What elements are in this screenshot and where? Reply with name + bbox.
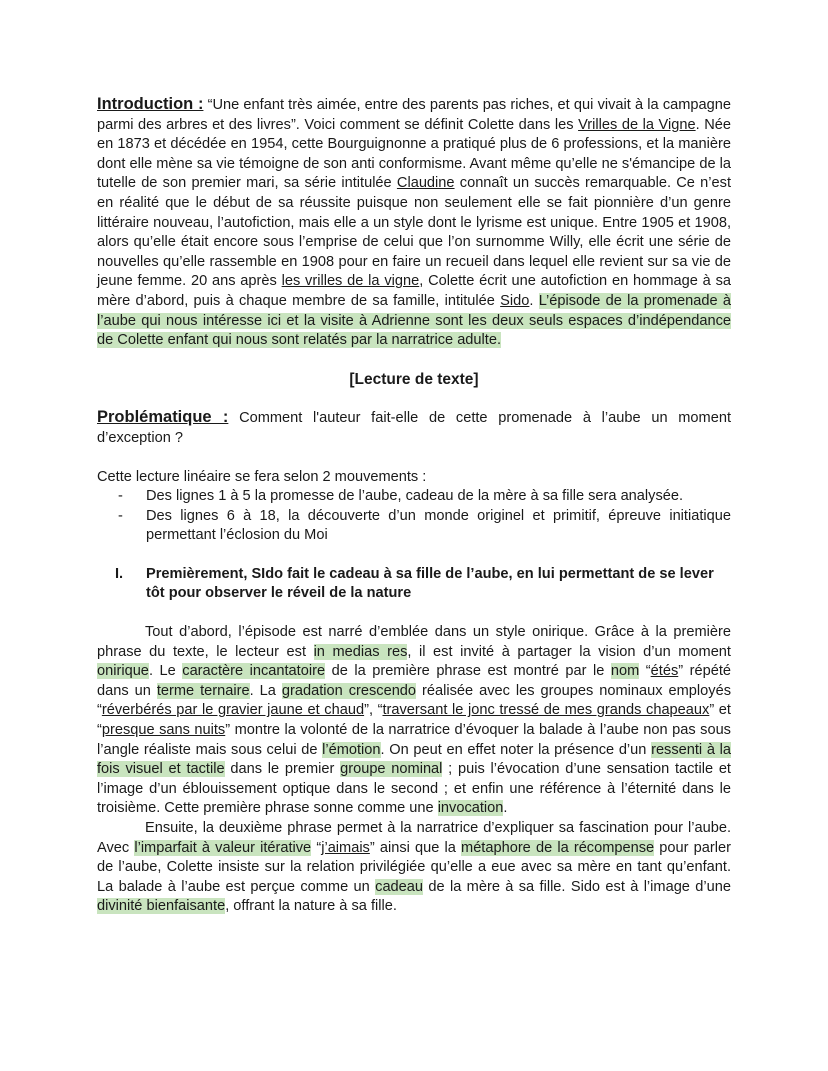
problematique-paragraph (97, 408, 731, 448)
underlined-quote: j’aimais (321, 839, 370, 856)
highlighted-text: l’émotion (322, 741, 381, 758)
plan-item: - Des lignes 6 à 18, la découverte d’un monde originel et primitif, épreuve initiatique permettant l’éclosion du Moi (97, 507, 731, 546)
text-run: ” et “ (97, 702, 731, 739)
problematique-text: Comment l'auteur fait-elle de cette promenade à l’aube un moment d’exception ? (97, 410, 731, 446)
highlighted-text: caractère incantatoire (182, 663, 326, 680)
text-run: ; puis l’évocation d’une sensation tactile et l’image d’un éblouissement optique dans le second ; et enfin une référence à l’éternité dans le troisième. Cette première phrase sonne comme une (97, 761, 731, 817)
book-title-claudine: Claudine (396, 175, 455, 192)
text-run: , offrant la nature à sa fille. (225, 898, 397, 915)
text-run: ” répété dans un (97, 663, 732, 699)
body-paragraph-1 (97, 623, 731, 819)
text-run: . La (249, 682, 282, 699)
highlighted-text: ressenti à la fois visuel et tactile (97, 741, 731, 778)
book-title-vrilles: Vrilles de la Vigne (578, 116, 696, 133)
highlighted-text: L’épisode de la promenade à l’aube qui nous intéresse ici et la visite à Adrienne sont les deux seuls espaces d’indépendance de Colette enfant qui nous sont relatés par la narratrice adulte. (97, 292, 731, 349)
text-run: “ (639, 663, 651, 680)
underlined-quote: étés (650, 663, 679, 680)
highlighted-text: invocation (437, 800, 504, 817)
text-run: Ensuite, la deuxième phrase permet à la narratrice d’expliquer sa fascination pour l’aube. Avec (97, 820, 731, 856)
body-paragraph-2 (97, 819, 731, 917)
problematique-heading: Problématique : (97, 408, 229, 427)
book-title-vrilles-2: les vrilles de la vigne (281, 273, 420, 290)
document-page (97, 95, 731, 917)
plan-item: - Des lignes 1 à 5 la promesse de l’aube, cadeau de la mère à sa fille sera analysée. (97, 487, 731, 507)
underlined-quote: presque sans nuits (101, 722, 226, 739)
text-run: “Une enfant très aimée, entre des parents pas riches, et qui vivait à la campagne parmi des arbres et des livres”. Voici comment se définit Colette dans les (97, 97, 731, 133)
highlighted-text: onirique (97, 663, 149, 680)
plan-list (97, 487, 731, 546)
text-run: pour parler de l’aube, Colette insiste sur la relation privilégiée qu’elle a eue avec sa mère en tant qu’enfant. La balade à l’aube est perçue comme un (97, 839, 731, 895)
text-run: réalisée avec les groupes nominaux employés “ (97, 682, 731, 719)
highlighted-text: cadeau (375, 878, 424, 895)
highlighted-text: gradation crescendo (281, 682, 417, 699)
section-heading (97, 565, 731, 604)
text-run: dans le premier (224, 761, 341, 778)
text-run: “ (311, 839, 322, 856)
reading-title: [Lecture de texte] (349, 370, 479, 388)
section-number: I. (115, 565, 124, 582)
text-run: . Le (148, 663, 183, 680)
introduction-heading: Introduction : (97, 95, 204, 113)
underlined-quote: traversant le jonc tressé de mes grands chapeaux (382, 702, 710, 719)
text-run: ”, “ (364, 702, 383, 719)
text-run: connaît un succès remarquable. Ce n’est en réalité que le début de sa réussite puisque non seulement elle se fait pionnière d’un genre littéraire nouveau, l’autofiction, mais elle a un style dont le lyrisme est unique. Entre 1905 et 1908, alors qu’elle était encore sous l’emprise de celui que l’on surnomme Willy, elle écrit une série de nouvelles qu’elle rassemble en 1908 pour en faire un recueil dans lequel elle revient sur sa vie de jeune femme. 20 ans après (97, 175, 731, 290)
plan-intro: Cette lecture linéaire se fera selon 2 mouvements : (97, 468, 427, 485)
plan-block (97, 468, 731, 546)
text-run: . Née en 1873 et décédée en 1954, cette Bourguignonne a pratiqué plus de 6 professions, et la manière dont elle mène sa vie témoigne de son anti conformisme. Avant même qu’elle ne s'émancipe de la tutelle de son premier mari, sa série intitulée (97, 116, 731, 192)
text-run: . (503, 800, 508, 817)
section-title: Premièrement, SIdo fait le cadeau à sa fille de l’aube, en lui permettant de se lever tôt pour observer le réveil de la nature (146, 565, 714, 602)
book-title-sido: Sido (500, 292, 530, 309)
text-run: ” ainsi que la (369, 839, 462, 856)
text-run: ” montre la volonté de la narratrice d’évoquer la balade à l’aube non pas sous l’angle réaliste mais sous celui de (97, 722, 731, 758)
introduction-paragraph (97, 95, 731, 351)
highlighted-text: nom (610, 663, 640, 680)
highlighted-text: divinité bienfaisante (97, 898, 226, 915)
text-run: . (529, 292, 539, 309)
text-run: , Colette écrit une autofiction en hommage à sa mère d’abord, puis à chaque membre de sa famille, intitulée (97, 273, 731, 309)
text-run: , il est invité à partager la vision d’un moment (407, 643, 731, 660)
text-run: de la première phrase est montré par le (325, 663, 611, 680)
highlighted-text: groupe nominal (340, 761, 443, 778)
text-run: . On peut en effet noter la présence d’un (380, 741, 652, 758)
highlighted-text: in medias res (313, 643, 408, 660)
underlined-quote: réverbérés par le gravier jaune et chaud (101, 702, 365, 719)
highlighted-text: terme ternaire (156, 682, 250, 699)
highlighted-text: métaphore de la récompense (461, 839, 655, 856)
text-run: de la mère à sa fille. Sido est à l’image d’une (423, 878, 731, 895)
highlighted-text: l’imparfait à valeur itérative (134, 839, 312, 856)
text-run: Tout d’abord, l’épisode est narré d’emblée dans un style onirique. Grâce à la première phrase du texte, le lecteur est (97, 624, 731, 660)
